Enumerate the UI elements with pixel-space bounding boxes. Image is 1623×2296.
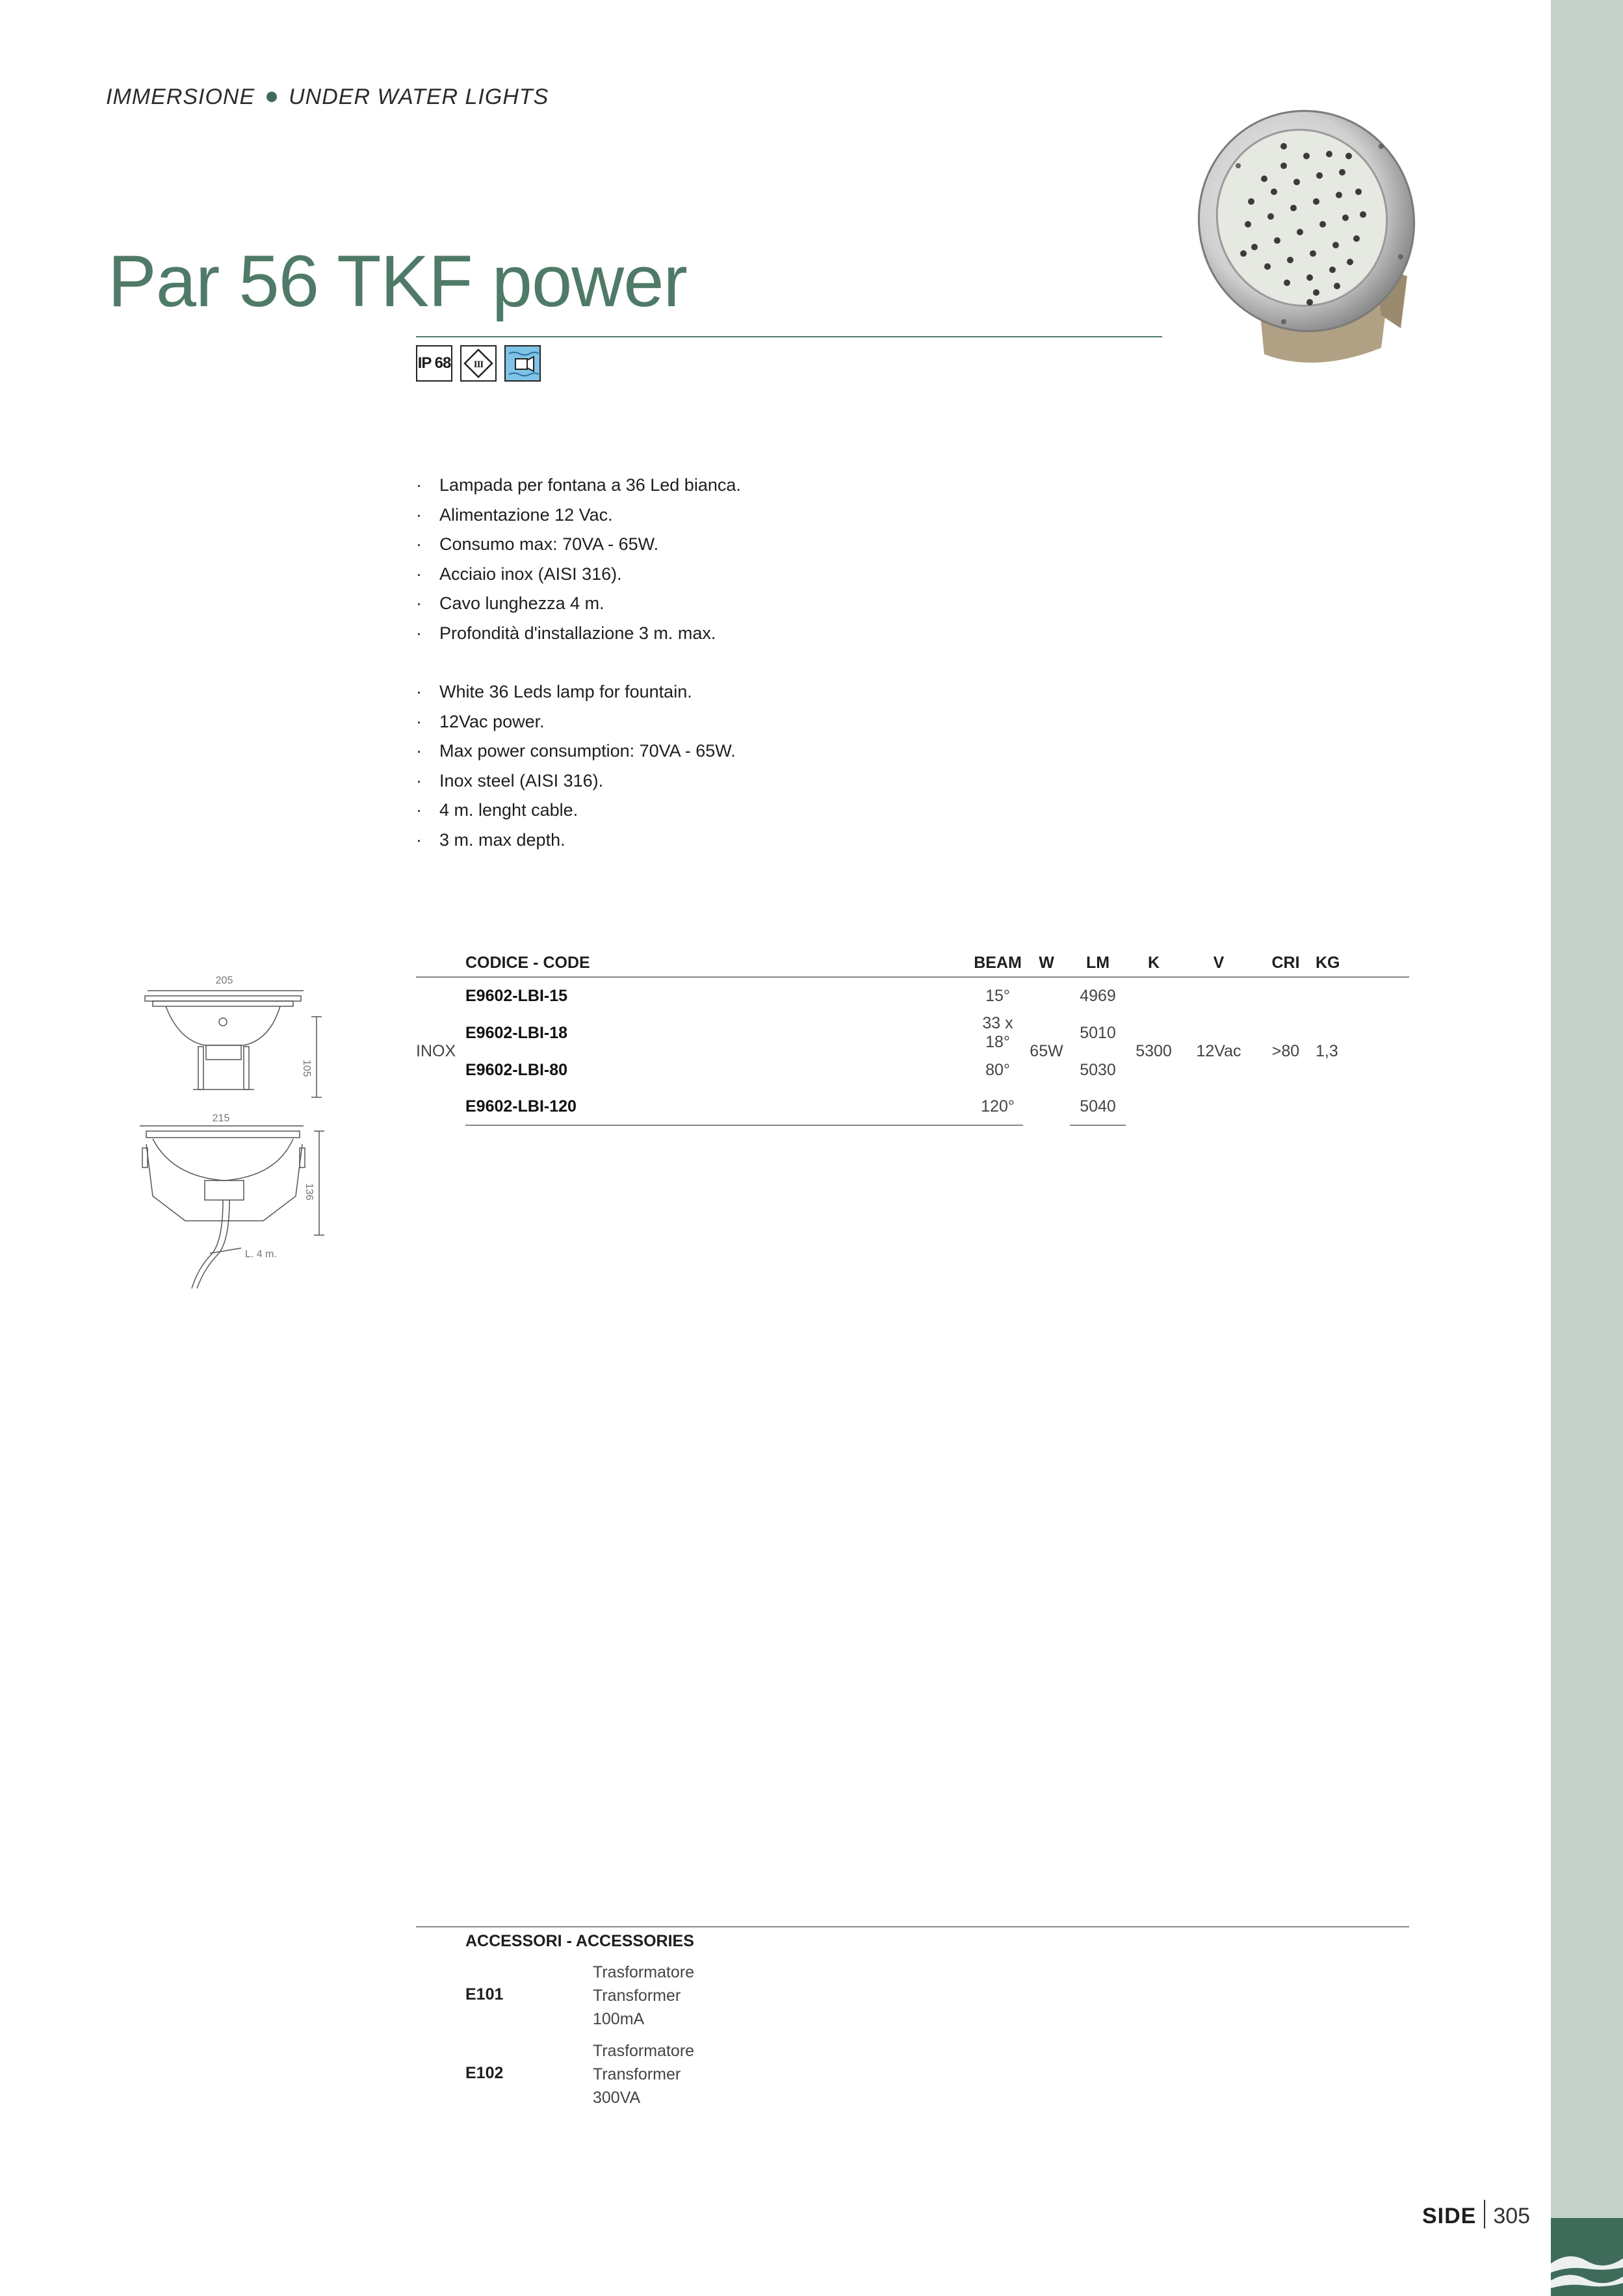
beam-cell: 80° [985,1060,1010,1079]
dim-bottom-width: 215 [212,1113,230,1124]
accessory-line: Transformer [593,2065,681,2083]
accessory-line: Transformer [593,1987,681,2005]
kelvin-cell: 5300 [1136,1042,1172,1060]
accessory-line: Trasformatore [593,1963,695,1981]
material-cell: INOX [416,1042,456,1060]
product-photo [1186,94,1446,374]
header-k: K [1126,949,1182,977]
header-material [416,949,465,977]
list-item: · Cavo lunghezza 4 m. [416,589,741,619]
category-breadcrumb [106,85,549,110]
title-underline [416,336,1162,337]
accessory-description [593,2039,694,2109]
list-item: · Acciaio inox (AISI 316). [416,560,741,590]
class-iii-icon [460,345,497,382]
dim-top-height: 105 [301,1060,312,1077]
class-iii-label: III [473,359,484,370]
beam-cell: 33 x 18° [982,1014,1013,1051]
cri-cell: >80 [1271,1042,1300,1060]
accessory-line: 300VA [593,2089,641,2107]
accessory-line: 100mA [593,2010,645,2028]
technical-drawing [127,969,341,1307]
accessory-code: E101 [465,1985,504,2003]
dim-top-width: 205 [215,975,233,986]
header-beam: BEAM [972,949,1023,977]
brand-name: SIDE [1422,2204,1477,2228]
certification-icons [416,345,541,382]
category-en: UNDER WATER LIGHTS [289,85,549,109]
wave-logo-icon [1551,2218,1623,2296]
beam-cell: 120° [972,1088,1023,1125]
underwater-lamp-icon [504,345,541,382]
dim-bottom-height: 136 [304,1183,315,1201]
lm-cell: 4969 [1080,986,1116,1005]
lm-cell: 5040 [1070,1088,1126,1125]
list-item: · Max power consumption: 70VA - 65W. [416,737,736,766]
list-item: · Alimentazione 12 Vac. [416,501,741,530]
header-w: W [1023,949,1070,977]
list-item: · Profondità d'installazione 3 m. max. [416,619,741,649]
description-it-list [416,471,741,648]
header-lm: LM [1070,949,1126,977]
list-item: · Consumo max: 70VA - 65W. [416,530,741,560]
accessories-title: ACCESSORI - ACCESSORIES [465,1932,694,1950]
product-title: Par 56 TKF power [108,241,687,322]
code-cell: E9602-LBI-80 [465,1060,568,1079]
list-item: · 12Vac power. [416,707,736,737]
page-number: 305 [1493,2204,1531,2228]
list-item: · Inox steel (AISI 316). [416,766,736,796]
spec-table [416,949,1409,1126]
accessory-line: Trasformatore [593,2042,695,2060]
lm-cell: 5030 [1080,1060,1116,1079]
header-v: V [1182,949,1256,977]
footer-separator [1484,2200,1485,2228]
header-code: CODICE - CODE [465,949,972,977]
weight-cell: 1,3 [1316,1042,1338,1060]
code-cell: E9602-LBI-18 [465,1023,568,1042]
list-item: · 3 m. max depth. [416,826,736,855]
accessories-divider [416,1926,1409,1927]
code-cell: E9602-LBI-15 [465,986,568,1005]
accessory-code: E102 [465,2064,504,2082]
code-cell: E9602-LBI-120 [465,1088,972,1125]
list-item: · 4 m. lenght cable. [416,796,736,826]
page-side-band [1551,0,1623,2296]
category-it: IMMERSIONE [106,85,255,109]
voltage-cell: 12Vac [1196,1042,1241,1060]
list-item: · Lampada per fontana a 36 Led bianca. [416,471,741,501]
watt-cell: 65W [1030,1042,1063,1060]
bullet-dot-icon [266,92,277,102]
lm-cell: 5010 [1080,1023,1116,1042]
dim-cable-length: L. 4 m. [245,1249,277,1260]
ip68-icon: IP 68 [416,345,452,382]
header-kg: KG [1316,949,1409,977]
table-header-row [416,949,1409,977]
header-cri: CRI [1256,949,1316,977]
list-item: · White 36 Leds lamp for fountain. [416,677,736,707]
description-en-list [416,677,736,855]
beam-cell: 15° [985,986,1010,1005]
page-footer [1422,2200,1530,2229]
table-row [416,977,1409,1014]
accessory-description [593,1961,694,2031]
